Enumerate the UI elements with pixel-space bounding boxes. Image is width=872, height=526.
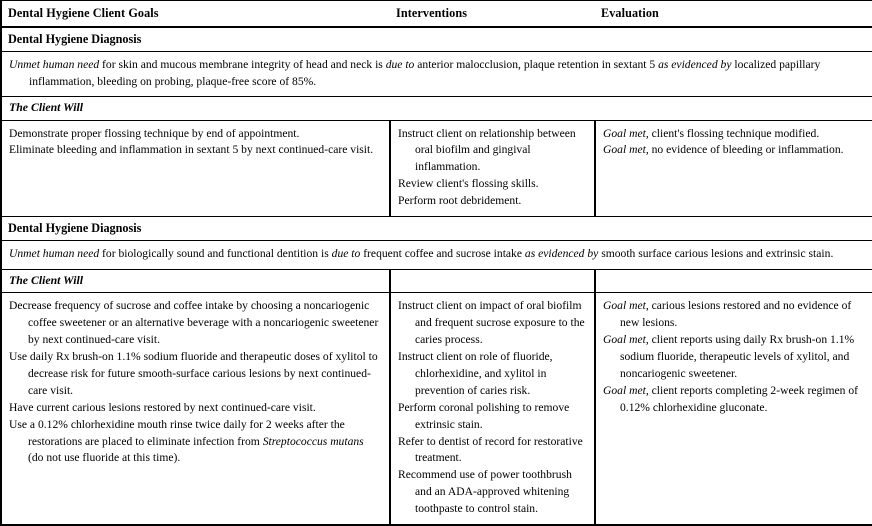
dx2-mid: for biologically sound and functional dentition is: [99, 247, 332, 261]
column-header-evaluation: Evaluation: [601, 6, 659, 20]
dx1-term-as-evidenced-by: as evidenced by: [658, 58, 732, 72]
goal-met-text: client reports using daily Rx brush-on 1.1% sodium fluoride, therapeutic levels of xylitol, and noncariogenic sweetener.: [620, 333, 855, 380]
care-plan-row-2: [1, 293, 872, 525]
list-item: [603, 332, 865, 383]
goal-met-label: Goal met,: [603, 383, 649, 397]
section-band-diagnosis-1: [1, 27, 872, 52]
goal-met-label: Goal met,: [603, 143, 649, 157]
dx2-term-due-to: due to: [331, 247, 361, 261]
dx1-line2: inflammation, bleeding on probing, plaque-free score of 85%.: [29, 74, 317, 88]
list-item: Review client's flossing skills.: [398, 177, 539, 191]
list-item: Decrease frequency of sucrose and coffee intake by choosing a noncariogenic coffee sweetener or an alternative beverage with a noncariogenic sweetener by next continued-care visit.: [9, 299, 379, 347]
dx1-term-unmet-human-need: Unmet human need: [9, 58, 100, 72]
column-header-interventions: Interventions: [396, 6, 468, 20]
list-item: Recommend use of power toothbrush and an ADA-approved whitening toothpaste to control stain.: [398, 468, 572, 516]
diagnosis-statement-1: [9, 57, 865, 90]
goal-met-label: Goal met,: [603, 333, 649, 347]
client-will-label-2: The Client Will: [9, 272, 84, 287]
dx1-end: localized papillary: [731, 58, 821, 72]
evaluation-cell-1: [595, 120, 872, 217]
header-cell-evaluation: [595, 1, 872, 28]
section-band-cell: [1, 217, 872, 241]
diagnosis-statement-2: [9, 246, 865, 262]
evaluation-cell-2: [595, 293, 872, 525]
evaluation-list-2: [603, 298, 865, 416]
goals-cell-2: [1, 293, 390, 525]
list-item: Use daily Rx brush-on 1.1% sodium fluoride and therapeutic doses of xylitol to decrease risk for future smooth-surface carious lesions by next continued-care visit.: [9, 349, 378, 397]
list-item: [603, 298, 865, 332]
scientific-name: Streptococcus mutans: [262, 434, 364, 448]
list-item: Instruct client on role of fluoride, chlorhexidine, and xylitol in prevention of caries risk.: [398, 349, 553, 397]
list-item: [603, 383, 865, 417]
list-item: Instruct client on impact of oral biofilm and frequent sucrose exposure to the caries process.: [398, 299, 585, 347]
table-header-row: [1, 1, 872, 28]
goal-met-text: client reports completing 2-week regimen of 0.12% chlorhexidine gluconate.: [620, 383, 858, 414]
list-item: Use a 0.12% chlorhexidine mouth rinse twice daily for 2 weeks after the restorations are placed to eliminate infection from Streptococcus mutans (do not use fluoride at this time).: [9, 417, 364, 465]
diagnosis-statement-row-1: [1, 52, 872, 97]
goals-list-1: [9, 126, 382, 160]
goals-list-2: [9, 298, 382, 467]
care-plan-row-1: [1, 120, 872, 217]
client-will-spacer-interventions: [390, 269, 595, 293]
diagnosis-statement-cell: [1, 241, 872, 269]
goal-met-label: Goal met,: [603, 126, 649, 140]
goals-cell-1: [1, 120, 390, 217]
list-item: Have current carious lesions restored by next continued-care visit.: [9, 400, 316, 414]
list-item: [603, 142, 865, 159]
goal-met-text: carious lesions restored and no evidence of new lesions.: [620, 299, 852, 330]
dx1-post: anterior malocclusion, plaque retention in sextant 5: [414, 58, 659, 72]
dx1-term-due-to: due to: [385, 58, 415, 72]
section-band-cell: [1, 27, 872, 52]
list-item: Perform coronal polishing to remove extrinsic stain.: [398, 400, 570, 431]
client-will-cell-1: [1, 96, 872, 120]
client-will-spacer-evaluation: [595, 269, 872, 293]
interventions-cell-2: [390, 293, 595, 525]
section-band-label: Dental Hygiene Diagnosis: [8, 221, 142, 236]
dx2-term-as-evidenced-by: as evidenced by: [524, 247, 599, 261]
diagnosis-statement-cell: [1, 52, 872, 97]
client-will-band-2: [1, 269, 872, 293]
evaluation-list-1: [603, 126, 865, 160]
dx1-mid: for skin and mucous membrane integrity of head and neck is: [99, 58, 386, 72]
goal-met-text: no evidence of bleeding or inflammation.: [648, 143, 844, 157]
list-item: [603, 126, 865, 143]
section-band-label: Dental Hygiene Diagnosis: [8, 32, 142, 47]
dx2-term-unmet-human-need: Unmet human need: [9, 247, 100, 261]
interventions-cell-1: [390, 120, 595, 217]
list-item: Eliminate bleeding and inflammation in sextant 5 by next continued-care visit.: [9, 143, 374, 157]
interventions-list-1: [398, 126, 587, 211]
dx2-post: frequent coffee and sucrose intake: [360, 247, 525, 261]
list-item: Instruct client on relationship between oral biofilm and gingival inflammation.: [398, 126, 576, 174]
header-cell-interventions: [390, 1, 595, 28]
list-item: Refer to dentist of record for restorative treatment.: [398, 434, 583, 465]
list-item: Demonstrate proper flossing technique by end of appointment.: [9, 126, 300, 140]
client-will-label-1: The Client Will: [9, 99, 84, 114]
diagnosis-statement-row-2: [1, 241, 872, 269]
client-will-band-1: [1, 96, 872, 120]
goal-met-text: client's flossing technique modified.: [648, 126, 820, 140]
section-band-diagnosis-2: [1, 217, 872, 241]
goal-met-label: Goal met,: [603, 299, 649, 313]
dx2-end: smooth surface carious lesions and extrinsic stain.: [598, 247, 834, 261]
client-will-cell-2: [1, 269, 390, 293]
header-cell-goals: [1, 1, 390, 28]
column-header-goals: Dental Hygiene Client Goals: [8, 6, 159, 20]
list-item: Perform root debridement.: [398, 194, 522, 208]
interventions-list-2: [398, 298, 587, 518]
